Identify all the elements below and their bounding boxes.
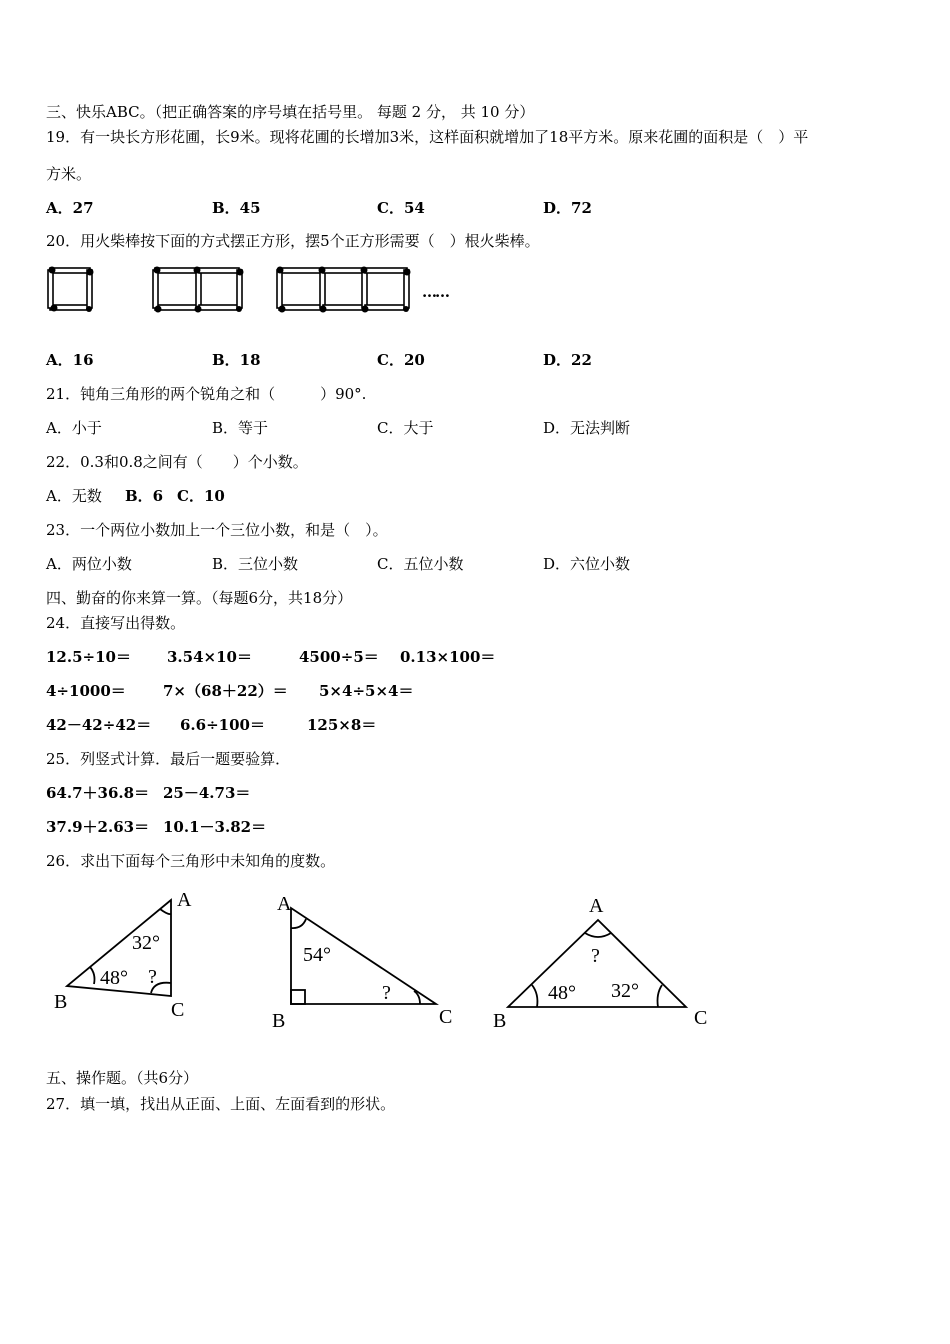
q20-option-d: D．22: [543, 351, 592, 369]
q23-text: 23．一个两位小数加上一个三位小数，和是（ ）。: [46, 521, 388, 539]
calc-item: 6.6÷100＝: [180, 716, 265, 734]
q23-option-d: D．六位小数: [543, 555, 631, 573]
q19-option-b: B．45: [212, 199, 261, 217]
tri1-label-c: C: [171, 999, 185, 1021]
tri3-label-c: C: [694, 1007, 708, 1029]
q21-option-c: C．大于: [377, 419, 434, 437]
q21-option-a: A．小于: [46, 419, 102, 437]
q19-option-a: A．27: [46, 199, 94, 217]
tri3-unknown: ?: [591, 945, 600, 967]
triangles-figure: [40, 882, 730, 1042]
q22-option-b: B．6: [125, 487, 164, 505]
q23-option-c: C．五位小数: [377, 555, 464, 573]
q19-option-d: D．72: [543, 199, 592, 217]
tri2-unknown: ?: [382, 982, 391, 1004]
matchstick-square: [323, 268, 367, 310]
q20-option-a: A．16: [46, 351, 94, 369]
matchstick-square: [365, 268, 409, 310]
q23-option-b: B．三位小数: [212, 555, 299, 573]
tri2-label-b: B: [272, 1010, 286, 1032]
section-3-title: 三、快乐ABC。（把正确答案的序号填在括号里。 每题 2 分， 共 10 分）: [46, 103, 535, 121]
calc-item: 3.54×10＝: [167, 648, 252, 666]
q21-option-b: B．等于: [212, 419, 269, 437]
section-5-title: 五、操作题。（共6分）: [46, 1069, 199, 1087]
calc-item: 125×8＝: [307, 716, 377, 734]
matchstick-squares-figure: [40, 258, 470, 320]
q26-text: 26．求出下面每个三角形中未知角的度数。: [46, 852, 336, 870]
q21-option-d: D．无法判断: [543, 419, 631, 437]
tri3-label-b: B: [493, 1010, 507, 1032]
calc-item: 4÷1000＝: [46, 682, 126, 700]
tri1-label-a: A: [177, 889, 192, 911]
calc-item: 42－42÷42＝: [46, 716, 152, 734]
tri3-angle-c: 32°: [611, 980, 639, 1002]
q25-text: 25．列竖式计算．最后一题要验算．: [46, 750, 291, 768]
calc-item: 12.5÷10＝: [46, 648, 131, 666]
calc-item: 37.9＋2.63＝: [46, 818, 150, 836]
tri1-angle-b: 48°: [100, 967, 128, 989]
calc-item: 25－4.73＝: [163, 784, 251, 802]
q21-text: 21．钝角三角形的两个锐角之和（ ）90°.: [46, 385, 367, 403]
q27-text: 27．填一填，找出从正面、上面、左面看到的形状。: [46, 1095, 396, 1113]
q19-line1: 19．有一块长方形花圃，长9米。现将花圃的长增加3米，这样面积就增加了18平方米。原来花圃的面积是（ ）平: [46, 128, 809, 146]
q22-text: 22．0.3和0.8之间有（ ）个小数。: [46, 453, 308, 471]
q19-line2: 方米。: [46, 165, 92, 183]
calc-item: 10.1－3.82＝: [163, 818, 267, 836]
matchstick-square: [48, 268, 92, 310]
calc-item: 64.7＋36.8＝: [46, 784, 150, 802]
matchstick-square: [153, 268, 201, 310]
q20-text: 20．用火柴棒按下面的方式摆正方形，摆5个正方形需要（ ）根火柴棒。: [46, 232, 540, 250]
tri1-label-b: B: [54, 991, 68, 1013]
q22-option-a: A．无数: [46, 487, 102, 505]
q24-text: 24．直接写出得数。: [46, 614, 186, 632]
tri2-label-c: C: [439, 1006, 453, 1028]
tri3-angle-b: 48°: [548, 982, 576, 1004]
section-4-title: 四、勤奋的你来算一算。（每题6分，共18分）: [46, 589, 353, 607]
q20-option-c: C．20: [377, 351, 425, 369]
matchstick-square: [199, 268, 242, 310]
calc-item: 4500÷5＝: [299, 648, 379, 666]
calc-item: 7×（68＋22）＝: [163, 682, 288, 700]
q22-option-c: C．10: [177, 487, 225, 505]
tri3-label-a: A: [589, 895, 604, 917]
matchstick-square: [277, 268, 325, 310]
tri2-label-a: A: [277, 893, 292, 915]
calc-item: 0.13×100＝: [400, 648, 496, 666]
q23-option-a: A．两位小数: [46, 555, 132, 573]
q19-option-c: C．54: [377, 199, 425, 217]
q20-option-b: B．18: [212, 351, 261, 369]
tri2-angle-a: 54°: [303, 944, 331, 966]
tri1-unknown: ?: [148, 966, 157, 988]
tri1-angle-a: 32°: [132, 932, 160, 954]
q20-ellipsis: ……: [422, 283, 448, 301]
calc-item: 5×4÷5×4＝: [319, 682, 414, 700]
